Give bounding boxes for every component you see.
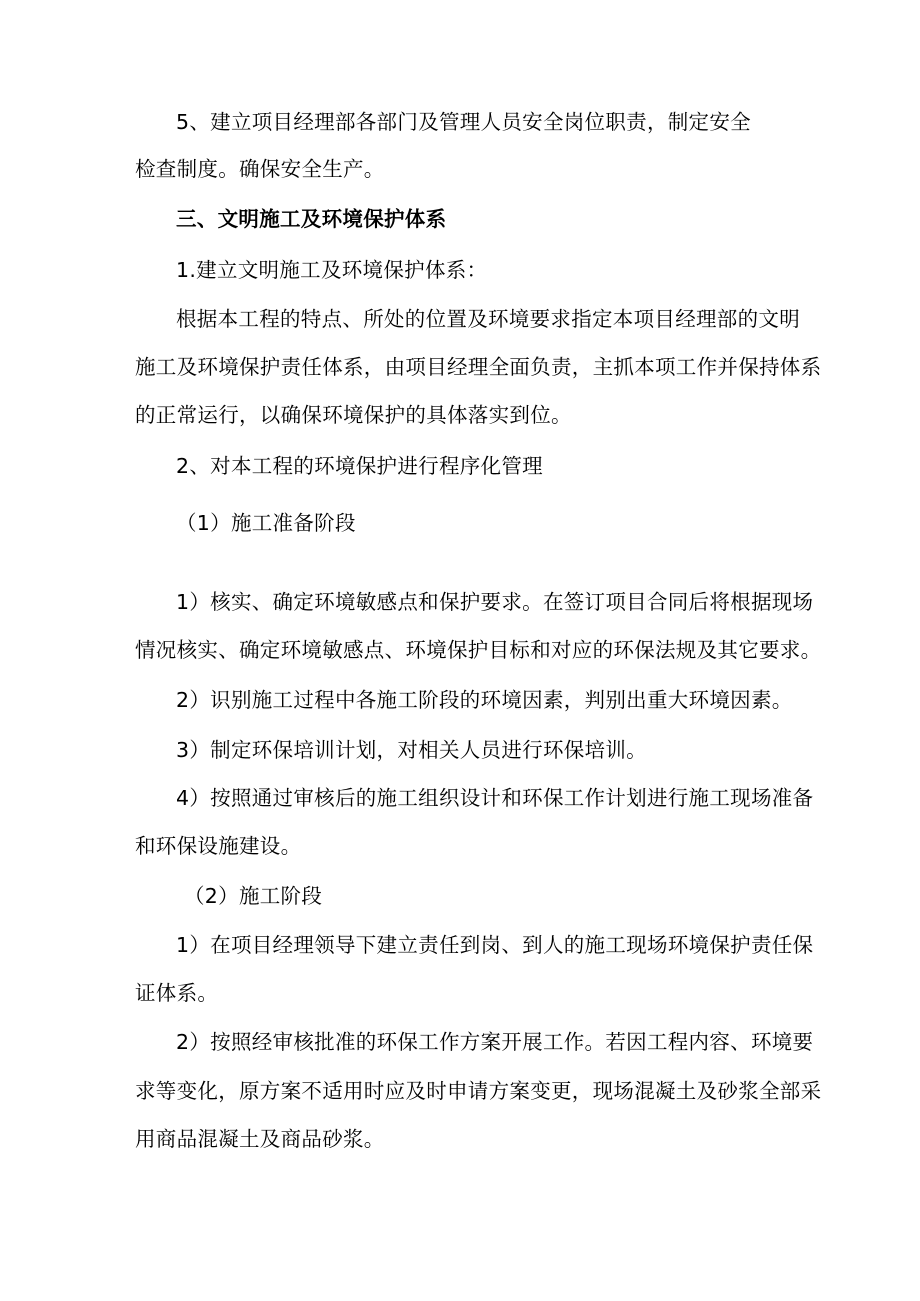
sub2-heading: 2、对本工程的环境保护进行程序化管理 xyxy=(176,454,543,478)
item5-line2: 检查制度。确保安全生产。 xyxy=(135,157,385,181)
phase1-item1-line1: 1）核实、确定环境敏感点和保护要求。在签订项目合同后将根据现场 xyxy=(176,590,814,614)
phase1-heading: （1）施工准备阶段 xyxy=(176,511,356,535)
sub1-para-line3: 的正常运行，以确保环境保护的具体落实到位。 xyxy=(135,403,572,427)
phase2-item2-line3: 用商品混凝土及商品砂浆。 xyxy=(135,1127,385,1151)
phase2-heading: （2）施工阶段 xyxy=(184,884,323,908)
phase2-item1-line2: 证体系。 xyxy=(135,981,219,1005)
section3-heading: 三、文明施工及环境保护体系 xyxy=(176,207,447,231)
sub1-para-line2: 施工及环境保护责任体系，由项目经理全面负责，主抓本项工作并保持体系 xyxy=(135,355,822,379)
phase2-item1-line1: 1）在项目经理领导下建立责任到岗、到人的施工现场环境保护责任保 xyxy=(176,933,814,957)
phase1-item4-line2: 和环保设施建设。 xyxy=(135,834,302,858)
phase1-item2: 2）识别施工过程中各施工阶段的环境因素，判别出重大环境因素。 xyxy=(176,688,793,712)
phase1-item1-line2: 情况核实、确定环境敏感点、环境保护目标和对应的环保法规及其它要求。 xyxy=(135,638,822,662)
phase1-item3: 3）制定环保培训计划，对相关人员进行环保培训。 xyxy=(176,738,647,762)
phase1-item4-line1: 4）按照通过审核后的施工组织设计和环保工作计划进行施工现场准备 xyxy=(176,786,814,810)
item5-line1: 5、建立项目经理部各部门及管理人员安全岗位职责，制定安全 xyxy=(176,110,751,134)
sub1-para-line1: 根据本工程的特点、所处的位置及环境要求指定本项目经理部的文明 xyxy=(176,307,800,331)
phase2-item2-line1: 2）按照经审核批准的环保工作方案开展工作。若因工程内容、环境要 xyxy=(176,1030,814,1054)
phase2-item2-line2: 求等变化，原方案不适用时应及时申请方案变更，现场混凝土及砂浆全部采 xyxy=(135,1079,822,1103)
sub1-heading: 1.建立文明施工及环境保护体系： xyxy=(176,258,488,282)
